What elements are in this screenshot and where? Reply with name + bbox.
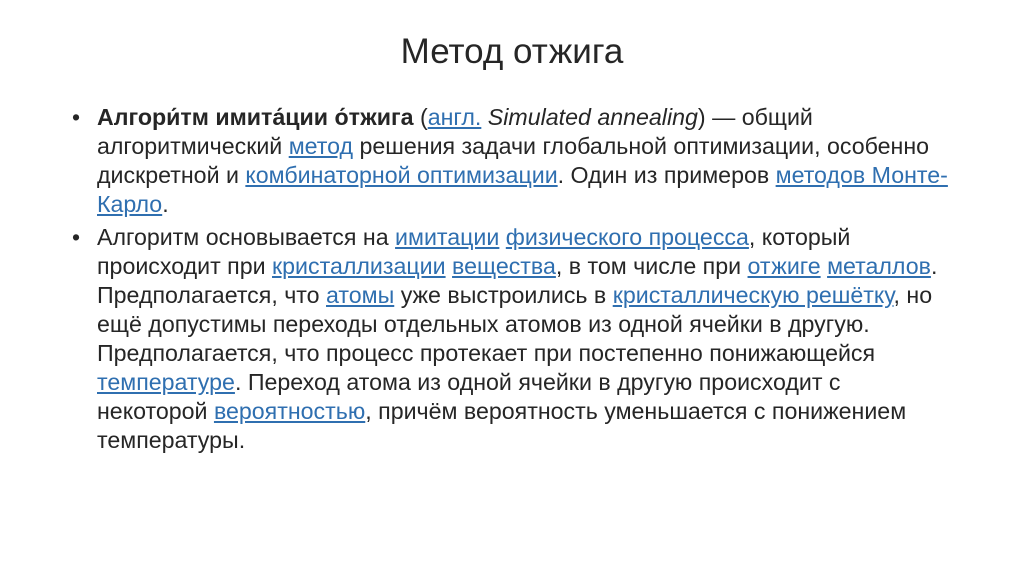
link-atoms[interactable]: атомы	[326, 282, 395, 308]
text-segment: .	[162, 191, 169, 217]
bullet-list	[68, 103, 948, 459]
link-annealing[interactable]: отжиге	[747, 253, 821, 279]
bullet-dot-icon: •	[72, 104, 81, 130]
text-segment: . Переход атома из одной ячейки в другую происходит с некоторой	[97, 369, 841, 424]
link-physical-process[interactable]: физического процесса	[505, 224, 749, 250]
text-paren-close: ) — общий алгоритмический	[97, 104, 813, 159]
link-monte-carlo[interactable]: методов Монте-Карло	[97, 162, 948, 217]
text-segment: . Один из примеров	[557, 162, 776, 188]
link-combinatorial-optimization[interactable]: комбинаторной оптимизации	[245, 162, 558, 188]
text-segment: , но ещё допустимы переходы отдельных атомов из одной ячейки в другую. Предполагается, что процесс протекает при постепенно понижающейся	[97, 282, 933, 366]
link-crystal-lattice[interactable]: кристаллическую решётку	[612, 282, 894, 308]
link-method[interactable]: метод	[288, 133, 354, 159]
text-segment: уже выстроились в	[394, 282, 613, 308]
link-substance[interactable]: вещества	[452, 253, 556, 279]
link-probability[interactable]: вероятностью	[213, 398, 366, 424]
term-english: Simulated annealing	[481, 104, 698, 130]
text-segment: Алгоритм основывается на	[97, 224, 396, 250]
text-segment: , причём вероятность уменьшается с понижением температуры.	[97, 398, 907, 453]
text-paren-open: (	[413, 104, 428, 130]
link-crystallization[interactable]: кристаллизации	[272, 253, 446, 279]
bullet-item-definition	[68, 103, 948, 219]
slide-title: Метод отжига	[400, 32, 624, 71]
text-segment: . Предполагается, что	[97, 253, 938, 308]
text-segment: , который происходит при	[97, 224, 851, 279]
link-lang[interactable]: англ.	[427, 104, 482, 130]
link-imitation[interactable]: имитации	[395, 224, 500, 250]
text-segment: , в том числе при	[555, 253, 748, 279]
bullet-dot-icon: •	[72, 224, 81, 250]
bullet-item-description	[68, 223, 948, 455]
link-temperature[interactable]: температуре	[97, 369, 235, 395]
link-metals[interactable]: металлов	[827, 253, 931, 279]
term-bold: Алгори́тм имита́ции о́тжига	[97, 104, 414, 130]
text-segment: решения задачи глобальной оптимизации, особенно дискретной и	[97, 133, 930, 188]
